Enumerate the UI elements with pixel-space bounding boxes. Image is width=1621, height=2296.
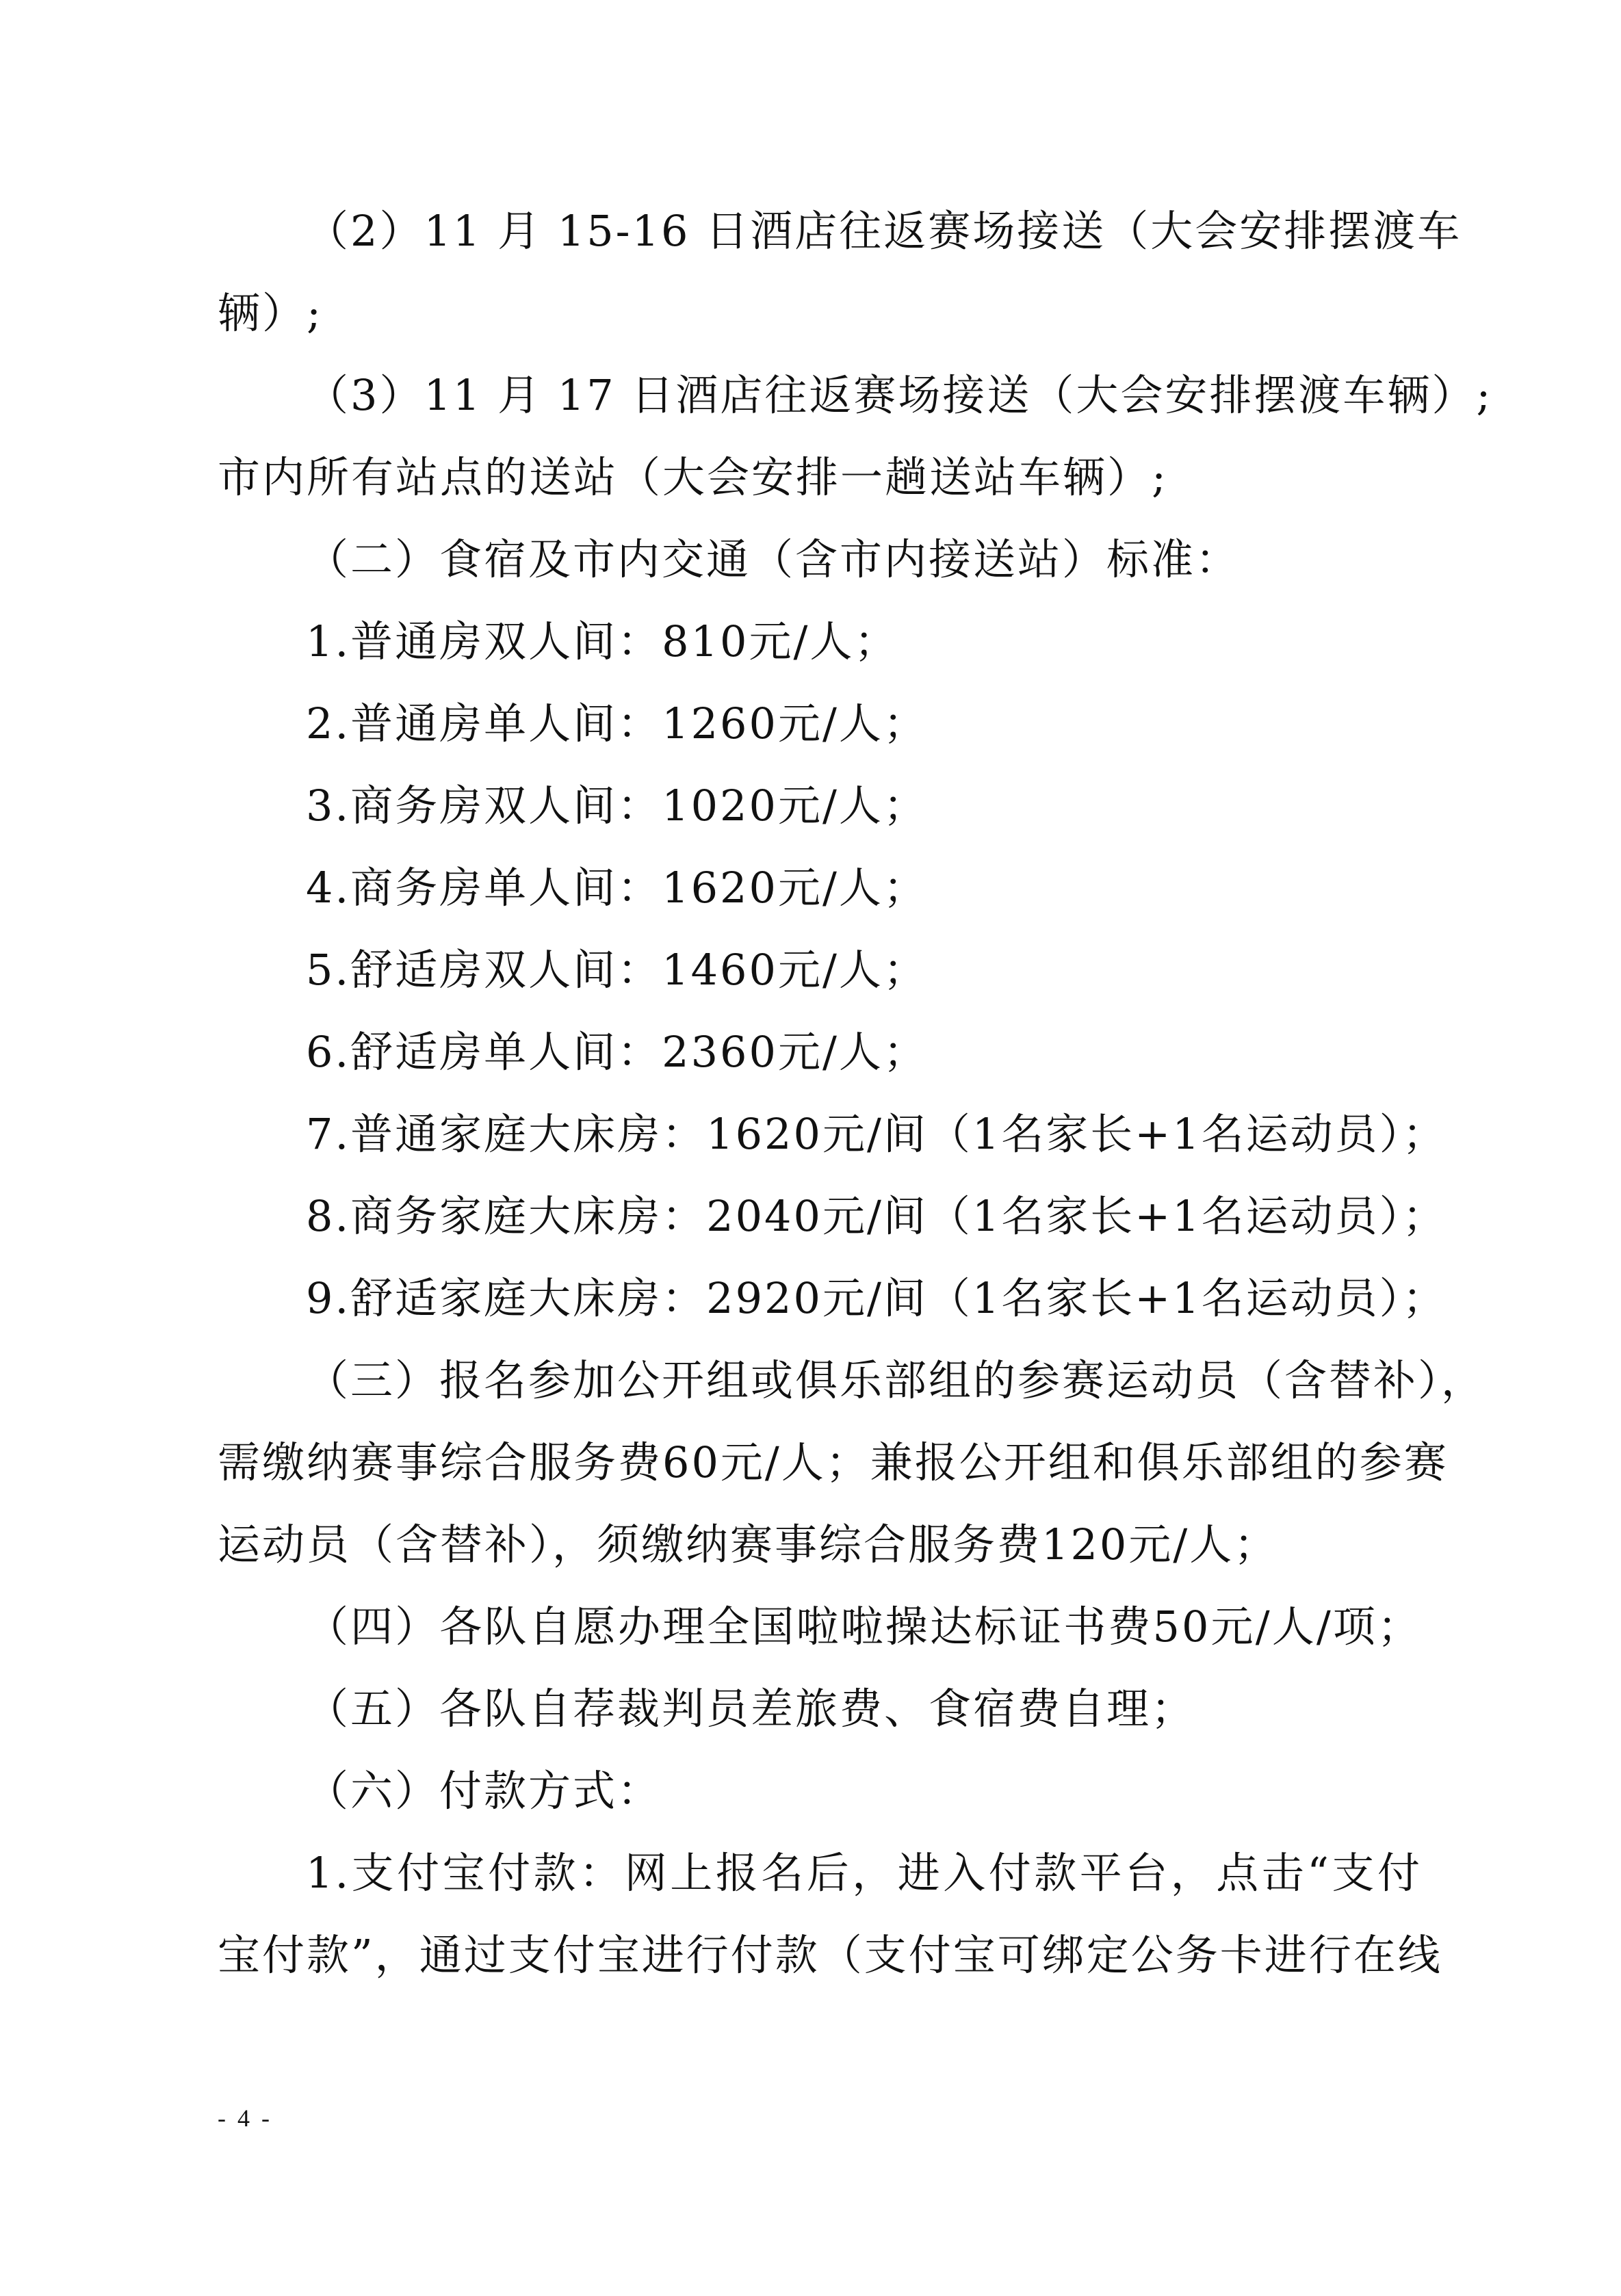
text-line: 运动员（含替补），须缴纳赛事综合服务费120元/人； [218, 1519, 1279, 1569]
list-item: 7.普通家庭大床房：1620元/间（1名家长+1名运动员）； [306, 1109, 1447, 1159]
text-line: （四）各队自愿办理全国啦啦操达标证书费50元/人/项； [306, 1602, 1422, 1652]
text-line: 市内所有站点的送站（大会安排一趟送站车辆）; [218, 452, 1168, 502]
list-item: 9.舒适家庭大床房：2920元/间（1名家长+1名运动员）； [306, 1273, 1447, 1323]
page-number: - 4 - [218, 2104, 272, 2132]
list-item: 5.舒适房双人间：1460元/人； [306, 945, 928, 995]
list-item: 1.普通房双人间：810元/人； [306, 616, 899, 666]
list-item: 6.舒适房单人间：2360元/人； [306, 1027, 928, 1077]
text-line: （2）11 月 15-16 日酒店往返赛场接送（大会安排摆渡车 [306, 206, 1462, 256]
text-line: （3）11 月 17 日酒店往返赛场接送（大会安排摆渡车辆）; [306, 370, 1493, 420]
text-line: （三）报名参加公开组或俱乐部组的参赛运动员（含替补）， [306, 1355, 1486, 1405]
text-line: 辆）; [218, 288, 323, 338]
text-line: 需缴纳赛事综合服务费60元/人；兼报公开组和俱乐部组的参赛 [218, 1437, 1449, 1487]
list-item: 4.商务房单人间：1620元/人； [306, 863, 928, 913]
section-heading: （六）付款方式： [306, 1766, 662, 1816]
text-line: （五）各队自荐裁判员差旅费、食宿费自理； [306, 1684, 1196, 1734]
list-item: 2.普通房单人间：1260元/人； [306, 699, 928, 748]
text-line: 1.支付宝付款：网上报名后，进入付款平台，点击“支付 [306, 1848, 1422, 1898]
section-heading: （二）食宿及市内交通（含市内接送站）标准： [306, 534, 1241, 584]
list-item: 8.商务家庭大床房：2040元/间（1名家长+1名运动员）； [306, 1191, 1447, 1241]
list-item: 3.商务房双人间：1020元/人； [306, 781, 928, 831]
text-line: 宝付款”，通过支付宝进行付款（支付宝可绑定公务卡进行在线 [218, 1930, 1442, 1980]
